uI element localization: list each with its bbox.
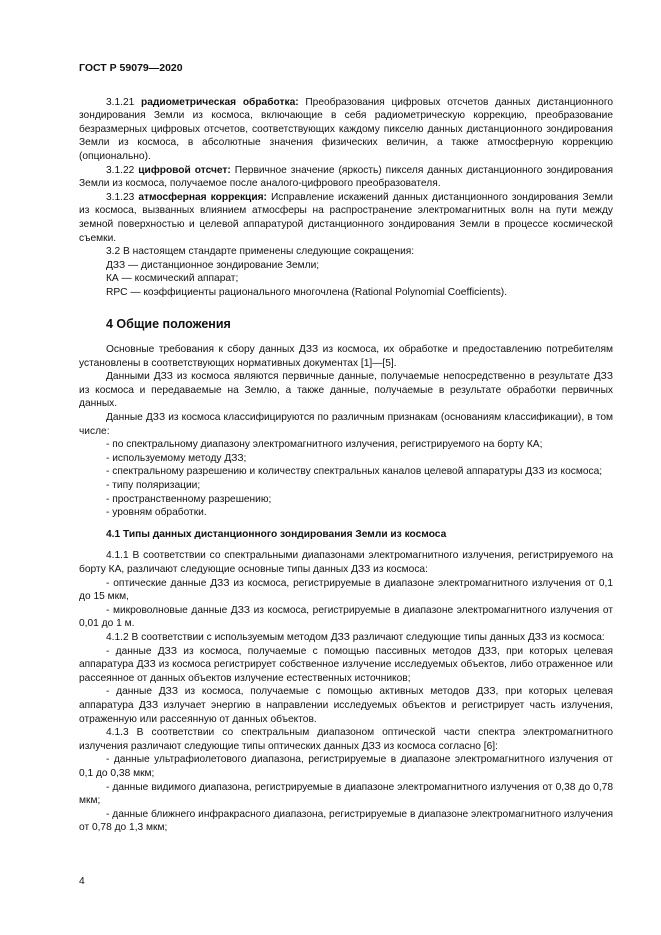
list-item: - оптические данные ДЗЗ из космоса, регистрируемые в диапазоне электромагнитного излучения от 0,1 до 15 мкм, xyxy=(79,577,613,603)
paragraph: Данными ДЗЗ из космоса являются первичные данные, получаемые непосредственно в результате ДЗЗ из космоса и передаваемые на Землю, а также данные, получаемые в результате обработки первичных данных. xyxy=(79,371,613,410)
abbreviation-item: RPC — коэффициенты рационального многочлена (Rational Polynomial Coefficients). xyxy=(106,286,508,298)
list-item: - микроволновые данные ДЗЗ из космоса, регистрируемые в диапазоне электромагнитного излучения от 0,01 до 1 м. xyxy=(79,604,613,630)
abbreviations-intro: 3.2 В настоящем стандарте применены следующие сокращения: xyxy=(106,246,415,258)
paragraph: 4.1.1 В соответствии со спектральными диапазонами электромагнитного излучения, регистрируемого на борту КА, различают следующие основные типы данных ДЗЗ из космоса: xyxy=(79,550,613,575)
list-item: - используемому методу ДЗЗ; xyxy=(106,452,247,464)
clause-number: 3.1.22 xyxy=(106,164,135,176)
abbreviation-item: КА — космический аппарат; xyxy=(106,273,239,285)
paragraph: Данные ДЗЗ из космоса классифицируются по различным признакам (основаниям классификации), в том числе: xyxy=(79,412,613,437)
list-item: - пространственному разрешению; xyxy=(106,493,272,505)
definition-text: Преобразования цифровых отсчетов данных дистанционного зондирования Земли из космоса, включающие в себя радиометрическую коррекцию, преобразование безразмерных цифровых отсчетов, соответствующих каждому пикселю данных дистанционного зондирования Земли из космоса, в абсолютные значения физических величин, а также атмосферную коррекцию (опционально). xyxy=(79,96,613,162)
list-item: - данные видимого диапазона, регистрируемые в диапазоне электромагнитного излучения от 0,38 до 0,78 мкм; xyxy=(79,781,613,807)
list-item: - типу поляризации; xyxy=(106,480,201,492)
defined-term: радиометрическая обработка: xyxy=(141,96,299,108)
paragraph: 4.1.2 В соответствии с используемым методом ДЗЗ различают следующие типы данных ДЗЗ из космоса: xyxy=(106,631,605,643)
definition-3-1-23 xyxy=(79,191,613,245)
list-item: - по спектральному диапазону электромагнитного излучения, регистрируемого на борту КА; xyxy=(106,439,543,451)
paragraph: Основные требования к сбору данных ДЗЗ из космоса, их обработке и предоставлению потребителям установлены в соответствующих нормативных документах [1]—[5]. xyxy=(79,344,613,369)
defined-term: цифровой отсчет: xyxy=(138,164,231,176)
definition-text: Первичное значение (яркость) пикселя данных дистанционного зондирования Земли из космоса, получаемое после аналого-цифрового преобразователя. xyxy=(79,164,613,190)
section-4-heading: 4 Общие положения xyxy=(106,316,231,331)
list-item: - данные ДЗЗ из космоса, получаемые с помощью пассивных методов ДЗЗ, при которых целевая аппаратура ДЗЗ из космоса регистрирует собственное излучение исследуемых объектов, либо отраженное или рассеянное от данных объектов излучение естественных источников; xyxy=(79,645,613,684)
document-header: ГОСТ Р 59079—2020 xyxy=(79,62,183,74)
page-number: 4 xyxy=(79,876,85,887)
definition-3-1-22 xyxy=(79,164,613,191)
definition-text: Исправление искажений данных дистанционного зондирования Земли из космоса, вызванных влиянием атмосферы на распространение электромагнитных волн на пути между земной поверхностью и целевой аппаратурой дистанционного зондирования Земли в процессе космической съемки. xyxy=(79,191,613,244)
definition-3-1-21 xyxy=(79,96,613,164)
section-4-1-heading: 4.1 Типы данных дистанционного зондирования Земли из космоса xyxy=(106,528,447,540)
paragraph: 4.1.3 В соответствии со спектральным диапазоном оптической части спектра электромагнитного излучения различают следующие типы оптических данных ДЗЗ из космоса согласно [6]: xyxy=(79,727,613,752)
list-item: - уровням обработки. xyxy=(106,507,207,519)
abbreviation-item: ДЗЗ — дистанционное зондирование Земли; xyxy=(106,259,320,271)
defined-term: атмосферная коррекция: xyxy=(138,191,267,203)
list-item: - данные ДЗЗ из космоса, получаемые с помощью активных методов ДЗЗ, при которых целевая аппаратура ДЗЗ излучает энергию в направлении исследуемых объектов и регистрирует часть излучения, отраженную или рассеянную от данных объектов. xyxy=(79,686,613,725)
clause-number: 3.1.23 xyxy=(106,191,135,203)
clause-number: 3.1.21 xyxy=(106,96,135,108)
list-item: - данные ультрафиолетового диапазона, регистрируемые в диапазоне электромагнитного излучения от 0,1 до 0,38 мкм; xyxy=(79,754,613,779)
list-item: - спектральному разрешению и количеству спектральных каналов целевой аппаратуры ДЗЗ из космоса; xyxy=(106,466,603,478)
list-item: - данные ближнего инфракрасного диапазона, регистрируемые в диапазоне электромагнитного излучения от 0,78 до 1,3 мкм; xyxy=(79,808,613,834)
